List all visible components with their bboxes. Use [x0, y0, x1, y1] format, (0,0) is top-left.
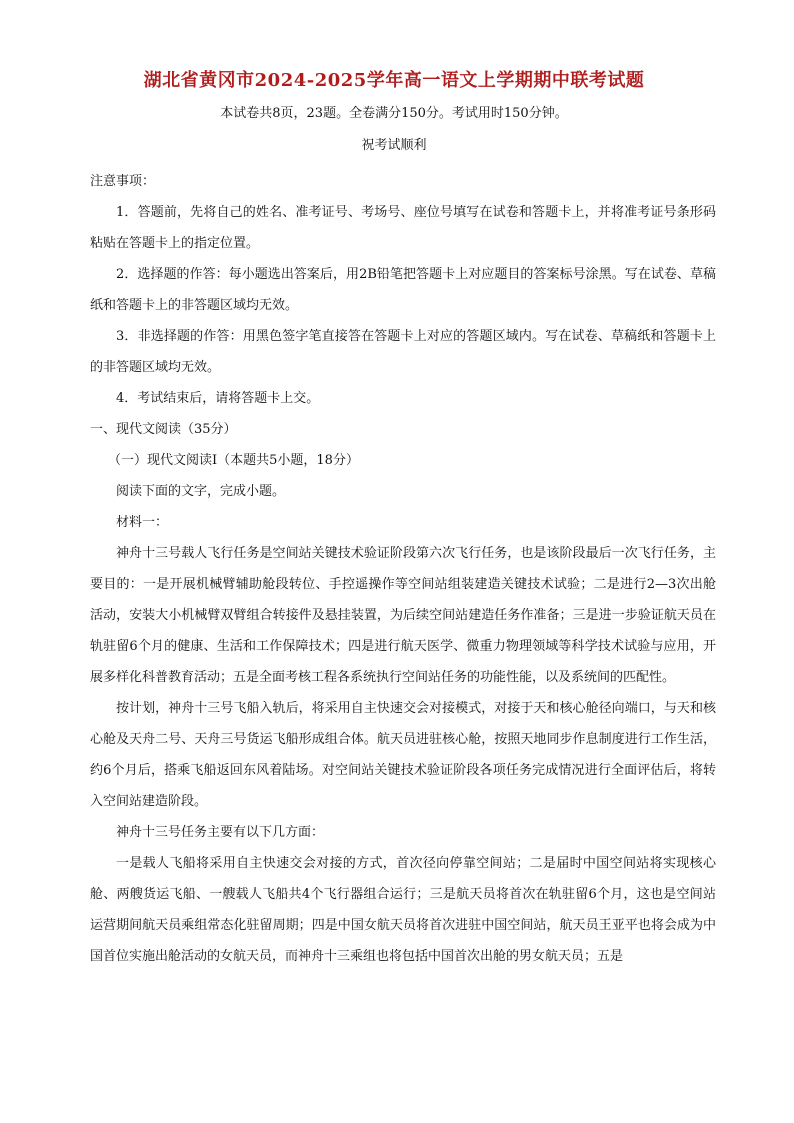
good-luck-text: 祝考试顺利	[361, 138, 427, 153]
notice-heading: 注意事项：	[90, 174, 156, 189]
subsection-heading: （一）现代文阅读Ⅰ（本题共5小题，18分）	[108, 453, 359, 468]
notice-item-1: 1．答题前，先将自己的姓名、准考证号、考场号、座位号填写在试卷和答题卡上，并将准考证号条形码粘贴在答题卡上的指定位置。	[90, 205, 716, 251]
notice-item-2: 2．选择题的作答：每小题选出答案后，用2B铅笔把答题卡上对应题目的答案标号涂黑。写在试卷、草稿纸和答题卡上的非答题区域均无效。	[90, 267, 716, 313]
material-paragraph: 按计划，神舟十三号飞船入轨后，将采用自主快速交会对接模式，对接于天和核心舱径向端口，与天和核心舱及天舟二号、天舟三号货运飞船形成组合体。航天员进驻核心舱，按照天地同步作息制度进行工作生活，约6个月后，搭乘飞船返回东风着陆场。对空间站关键技术验证阶段各项任务完成情况进行全面评估后，将转入空间站建造阶段。	[90, 701, 716, 809]
reading-instruction: 阅读下面的文字，完成小题。	[116, 484, 286, 499]
notice-item-4: 4．考试结束后，请将答题卡上交。	[116, 391, 320, 406]
notice-item-3: 3．非选择题的作答：用黑色签字笔直接答在答题卡上对应的答题区域内。写在试卷、草稿纸和答题卡上的非答题区域均无效。	[90, 329, 716, 375]
document-title: 湖北省黄冈市2024-2025学年高一语文上学期期中联考试题	[143, 70, 645, 91]
material-paragraph: 神舟十三号任务主要有以下几方面：	[116, 825, 325, 840]
material-paragraph: 神舟十三号载人飞行任务是空间站关键技术验证阶段第六次飞行任务，也是该阶段最后一次飞行任务，主要目的：一是开展机械臂辅助舱段转位、手控遥操作等空间站组装建造关键技术试验；二是进行2—3次出舱活动，安装大小机械臂双臂组合转接件及悬挂装置，为后续空间站建造任务作准备；三是进一步验证航天员在轨驻留6个月的健康、生活和工作保障技术；四是进行航天医学、微重力物理领域等科学技术试验与应用，开展多样化科普教育活动；五是全面考核工程各系统执行空间站任务的功能性能，以及系统间的匹配性。	[90, 546, 716, 685]
material-paragraph: 一是载人飞船将采用自主快速交会对接的方式，首次径向停靠空间站；二是届时中国空间站将实现核心舱、两艘货运飞船、一艘载人飞船共4个飞行器组合运行；三是航天员将首次在轨驻留6个月，这也是空间站运营期间航天员乘组常态化驻留周期；四是中国女航天员将首次进驻中国空间站，航天员王亚平也将会成为中国首位实施出舱活动的女航天员，而神舟十三乘组也将包括中国首次出舱的男女航天员；五是	[90, 856, 716, 964]
exam-info: 本试卷共8页，23题。全卷满分150分。考试用时150分钟。	[220, 106, 568, 121]
section-heading: 一、现代文阅读（35分）	[90, 422, 237, 437]
material-label: 材料一：	[116, 515, 169, 530]
